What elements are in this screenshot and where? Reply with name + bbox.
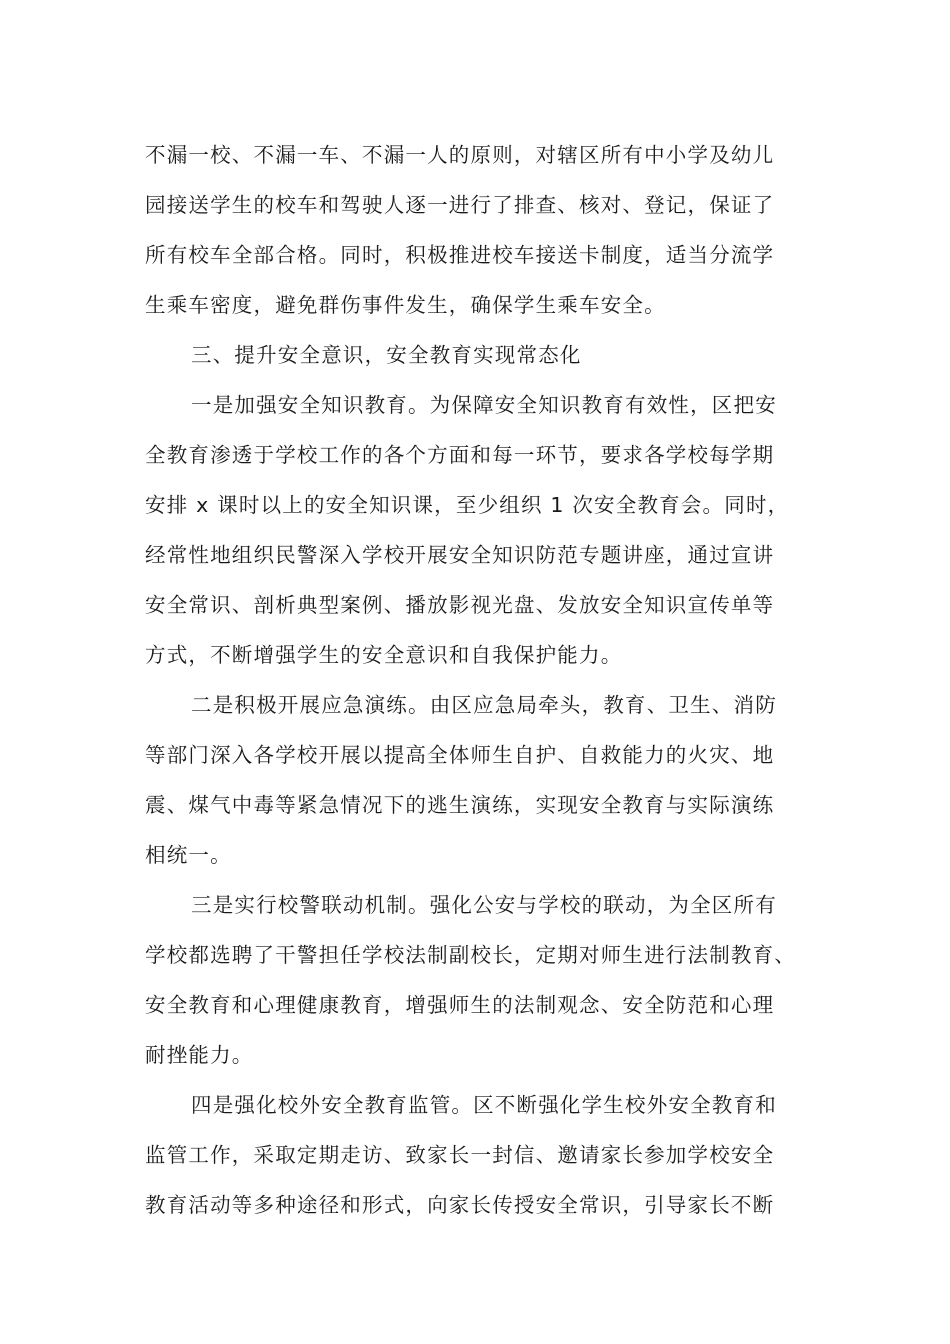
paragraph-line: 二是积极开展应急演练。由区应急局牵头，教育、卫生、消防 bbox=[191, 693, 777, 717]
paragraph-line: 监管工作，采取定期走访、致家长一封信、邀请家长参加学校安全 bbox=[145, 1143, 775, 1167]
paragraph-line: 全教育渗透于学校工作的各个方面和每一环节，要求各学校每学期 bbox=[145, 443, 775, 467]
paragraph-line: 安全教育和心理健康教育，增强师生的法制观念、安全防范和心理 bbox=[145, 993, 775, 1017]
section-heading: 三、提升安全意识，安全教育实现常态化 bbox=[191, 343, 582, 367]
document-body bbox=[145, 130, 825, 1230]
paragraph-line: 不漏一校、不漏一车、不漏一人的原则，对辖区所有中小学及幼儿 bbox=[145, 143, 775, 167]
paragraph-line: 等部门深入各学校开展以提高全体师生自护、自救能力的火灾、地 bbox=[145, 743, 775, 767]
paragraph-line: 四是强化校外安全教育监管。区不断强化学生校外安全教育和 bbox=[191, 1093, 777, 1117]
paragraph-line: 三是实行校警联动机制。强化公安与学校的联动，为全区所有 bbox=[191, 893, 777, 917]
paragraph-line: 相统一。 bbox=[145, 843, 232, 867]
paragraph-line: 园接送学生的校车和驾驶人逐一进行了排查、核对、登记，保证了 bbox=[145, 193, 775, 217]
paragraph-line: 一是加强安全知识教育。为保障安全知识教育有效性，区把安 bbox=[191, 393, 777, 417]
paragraph-line: 方式，不断增强学生的安全意识和自我保护能力。 bbox=[145, 643, 623, 667]
paragraph-line: 经常性地组织民警深入学校开展安全知识防范专题讲座，通过宣讲 bbox=[145, 543, 775, 567]
paragraph-line: 学校都选聘了干警担任学校法制副校长，定期对师生进行法制教育、 bbox=[145, 943, 796, 967]
paragraph-line: 耐挫能力。 bbox=[145, 1043, 254, 1067]
paragraph-line: 安全常识、剖析典型案例、播放影视光盘、发放安全知识宣传单等 bbox=[145, 593, 775, 617]
paragraph-line: 安排 x 课时以上的安全知识课，至少组织 1 次安全教育会。同时， bbox=[145, 493, 790, 517]
paragraph-line: 教育活动等多种途径和形式，向家长传授安全常识，引导家长不断 bbox=[145, 1193, 775, 1217]
paragraph-line: 震、煤气中毒等紧急情况下的逃生演练，实现安全教育与实际演练 bbox=[145, 793, 775, 817]
paragraph-line: 生乘车密度，避免群伤事件发生，确保学生乘车安全。 bbox=[145, 293, 666, 317]
paragraph-line: 所有校车全部合格。同时，积极推进校车接送卡制度，适当分流学 bbox=[145, 243, 775, 267]
